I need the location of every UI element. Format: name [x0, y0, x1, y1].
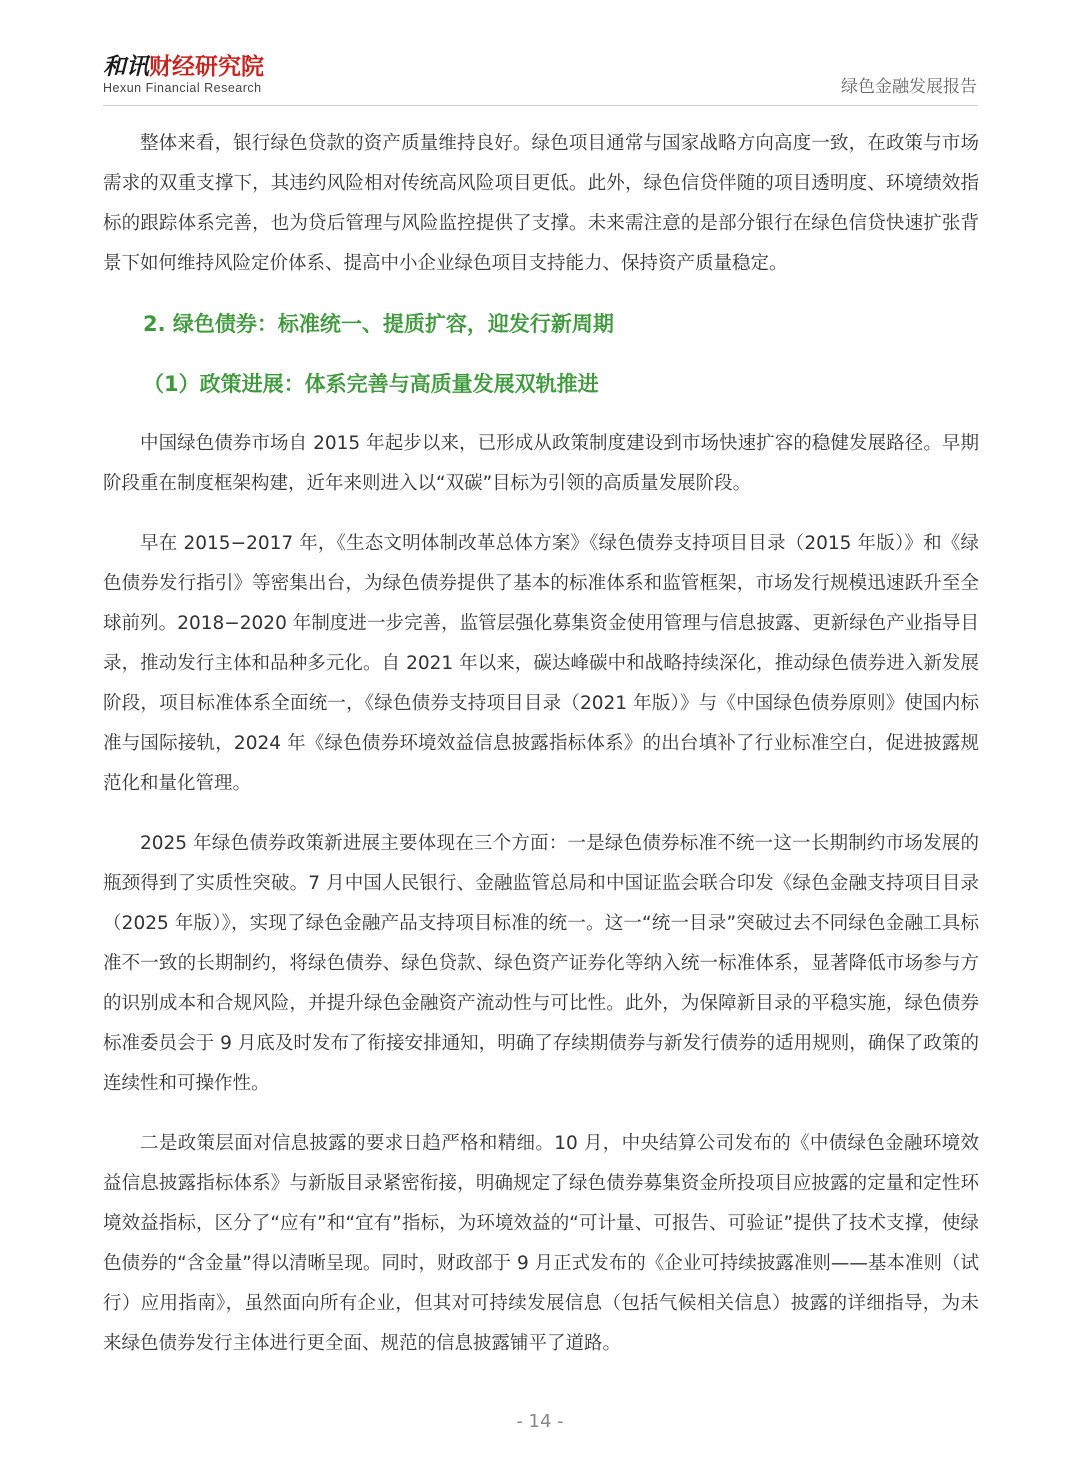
section-heading: 2. 绿色债券：标准统一、提质扩容，迎发行新周期	[143, 312, 614, 336]
logo-wordmark	[103, 56, 264, 79]
paragraph-asset-quality: 整体来看，银行绿色贷款的资产质量维持良好。绿色项目通常与国家战略方向高度一致，在政策与市场需求的双重支撑下，其违约风险相对传统高风险项目更低。此外，绿色信贷伴随的项目透明度、环境绩效指标的跟踪体系完善，也为贷后管理与风险监控提供了支撑。未来需注意的是部分银行在绿色信贷快速扩张背景下如何维持风险定价体系、提高中小企业绿色项目支持能力、保持资产质量稳定。	[103, 133, 979, 274]
page-number: - 14 -	[516, 1411, 564, 1432]
subsection-heading: （1）政策进展：体系完善与高质量发展双轨推进	[143, 372, 599, 396]
paragraph-policy-history: 早在 2015−2017 年，《生态文明体制改革总体方案》《绿色债券支持项目目录（2015 年版）》和《绿色债券发行指引》等密集出台，为绿色债券提供了基本的标准体系和监管框架，市场发行规模迅速跃升至全球前列。2018−2020 年制度进一步完善，监管层强化募集资金使用管理与信息披露、更新绿色产业指导目录，推动发行主体和品种多元化。自 2021 年以来，碳达峰碳中和战略持续深化，推动绿色债券进入新发展阶段，项目标准体系全面统一，《绿色债券支持项目目录（2021 年版）》与《中国绿色债券原则》使国内标准与国际接轨，2024 年《绿色债券环境效益信息披露指标体系》的出台填补了行业标准空白，促进披露规范化和量化管理。	[103, 533, 979, 794]
page-content	[103, 124, 979, 1384]
paragraph-disclosure: 二是政策层面对信息披露的要求日趋严格和精细。10 月，中央结算公司发布的《中债绿色金融环境效益信息披露指标体系》与新版目录紧密衔接，明确规定了绿色债券募集资金所投项目应披露的定量和定性环境效益指标，区分了“应有”和“宜有”指标，为环境效益的“可计量、可报告、可验证”提供了技术支撑，使绿色债券的“含金量”得以清晰呈现。同时，财政部于 9 月正式发布的《企业可持续披露准则——基本准则（试行）应用指南》，虽然面向所有企业，但其对可持续发展信息（包括气候相关信息）披露的详细指导，为未来绿色债券发行主体进行更全面、规范的信息披露铺平了道路。	[103, 1133, 979, 1354]
paragraph-market-overview: 中国绿色债券市场自 2015 年起步以来，已形成从政策制度建设到市场快速扩容的稳健发展路径。早期阶段重在制度框架构建，近年来则进入以“双碳”目标为引领的高质量发展阶段。	[103, 433, 979, 494]
logo-institute: 财经研究院	[149, 54, 264, 80]
paragraph-2025-progress: 2025 年绿色债券政策新进展主要体现在三个方面：一是绿色债券标准不统一这一长期制约市场发展的瓶颈得到了实质性突破。7 月中国人民银行、金融监管总局和中国证监会联合印发《绿色金融支持项目目录（2025 年版）》，实现了绿色金融产品支持项目标准的统一。这一“统一目录”突破过去不同绿色金融工具标准不一致的长期制约，将绿色债券、绿色贷款、绿色资产证券化等纳入统一标准体系，显著降低市场参与方的识别成本和合规风险，并提升绿色金融资产流动性与可比性。此外，为保障新目录的平稳实施，绿色债券标准委员会于 9 月底及时发布了衔接安排通知，明确了存续期债券与新发行债券的适用规则，确保了政策的连续性和可操作性。	[103, 833, 979, 1094]
logo-brand: 和讯	[103, 54, 149, 80]
header-divider	[103, 105, 978, 106]
page-header	[0, 0, 1080, 112]
logo-english-name: Hexun Financial Research	[103, 81, 262, 95]
logo	[103, 56, 264, 95]
report-title: 绿色金融发展报告	[841, 77, 977, 97]
